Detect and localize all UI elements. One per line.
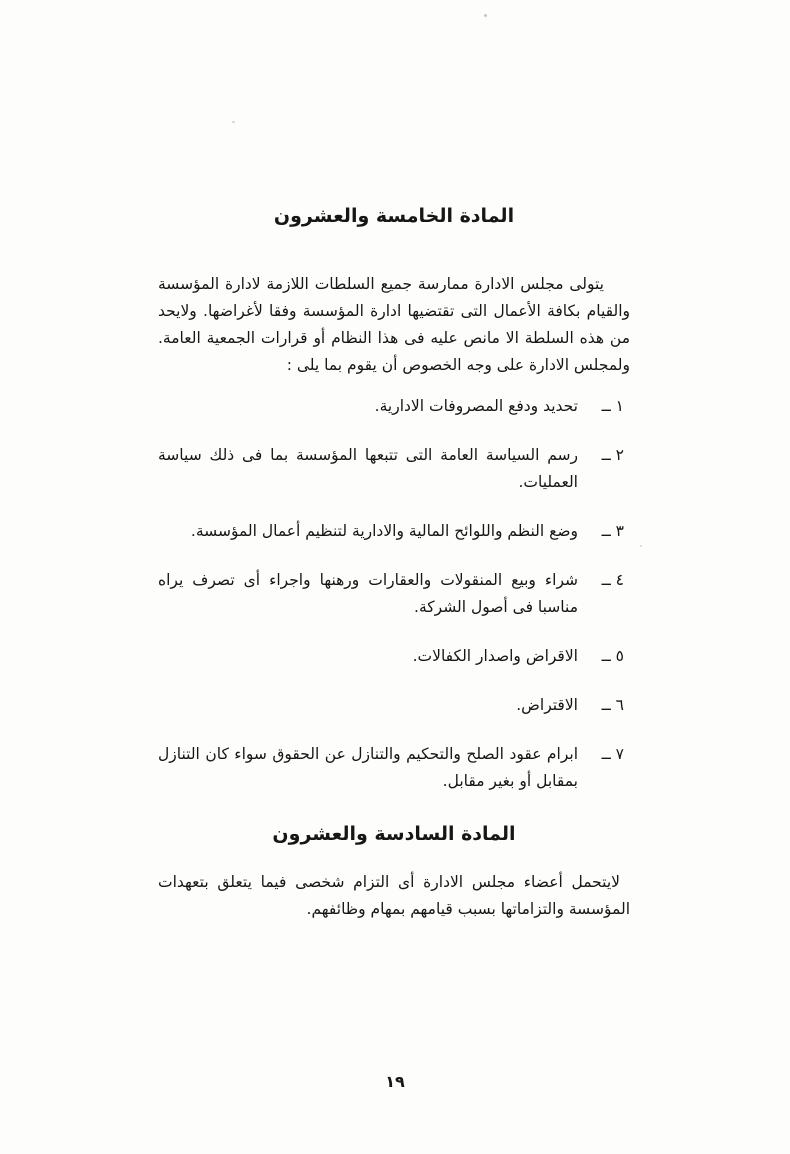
item-number: ٦ ــ — [601, 696, 624, 714]
item-text: وضع النظم واللوائح المالية والادارية لتنظيم أعمال المؤسسة. — [190, 522, 578, 540]
article-26-heading: المادة السادسة والعشرون — [272, 823, 516, 845]
scan-speck — [640, 545, 642, 547]
item-text: شراء وبيع المنقولات والعقارات ورهنها واجراء أى تصرف يراه مناسبا فى أصول الشركة. — [158, 571, 578, 616]
item-number: ١ ــ — [601, 397, 624, 415]
item-text: رسم السياسة العامة التى تتبعها المؤسسة بما فى ذلك سياسة العمليات. — [158, 446, 578, 491]
list-item — [158, 643, 624, 670]
scan-speck — [232, 121, 235, 123]
article-25-intro: يتولى مجلس الادارة ممارسة جميع السلطات اللازمة لادارة المؤسسة والقيام بكافة الأعمال التى تقتضيها ادارة المؤسسة وفقا لأغراضها. ولايحد من هذه السلطة الا مانص عليه فى هذا النظام أو قرارات الجمعية العامة. ولمجلس الادارة على وجه الخصوص أن يقوم بما يلى : — [158, 275, 630, 374]
item-text: ابرام عقود الصلح والتحكيم والتنازل عن الحقوق سواء كان التنازل بمقابل أو بغير مقابل. — [158, 745, 578, 790]
list-item — [158, 393, 624, 420]
list-item — [158, 692, 624, 719]
item-text: الاقتراض. — [516, 696, 578, 714]
item-number: ٣ ــ — [601, 522, 624, 540]
article-25-heading: المادة الخامسة والعشرون — [273, 205, 515, 227]
list-item — [158, 442, 624, 496]
scan-speck — [484, 14, 487, 17]
item-number: ٧ ــ — [601, 745, 624, 763]
article-26-body: لايتحمل أعضاء مجلس الادارة أى التزام شخصى فيما يتعلق بتعهدات المؤسسة والتزاماتها بسبب قيامهم بمهام وظائفهم. — [158, 873, 630, 918]
item-number: ٥ ــ — [601, 647, 624, 665]
page-number: ١٩ — [385, 1072, 405, 1091]
item-number: ٢ ــ — [601, 446, 624, 464]
list-item — [158, 518, 624, 545]
article-25-list — [158, 393, 630, 795]
item-number: ٤ ــ — [601, 571, 624, 589]
page-content — [158, 205, 630, 923]
item-text: تحديد ودفع المصروفات الادارية. — [374, 397, 578, 415]
item-text: الاقراض واصدار الكفالات. — [412, 647, 578, 665]
list-item — [158, 567, 624, 621]
list-item — [158, 741, 624, 795]
